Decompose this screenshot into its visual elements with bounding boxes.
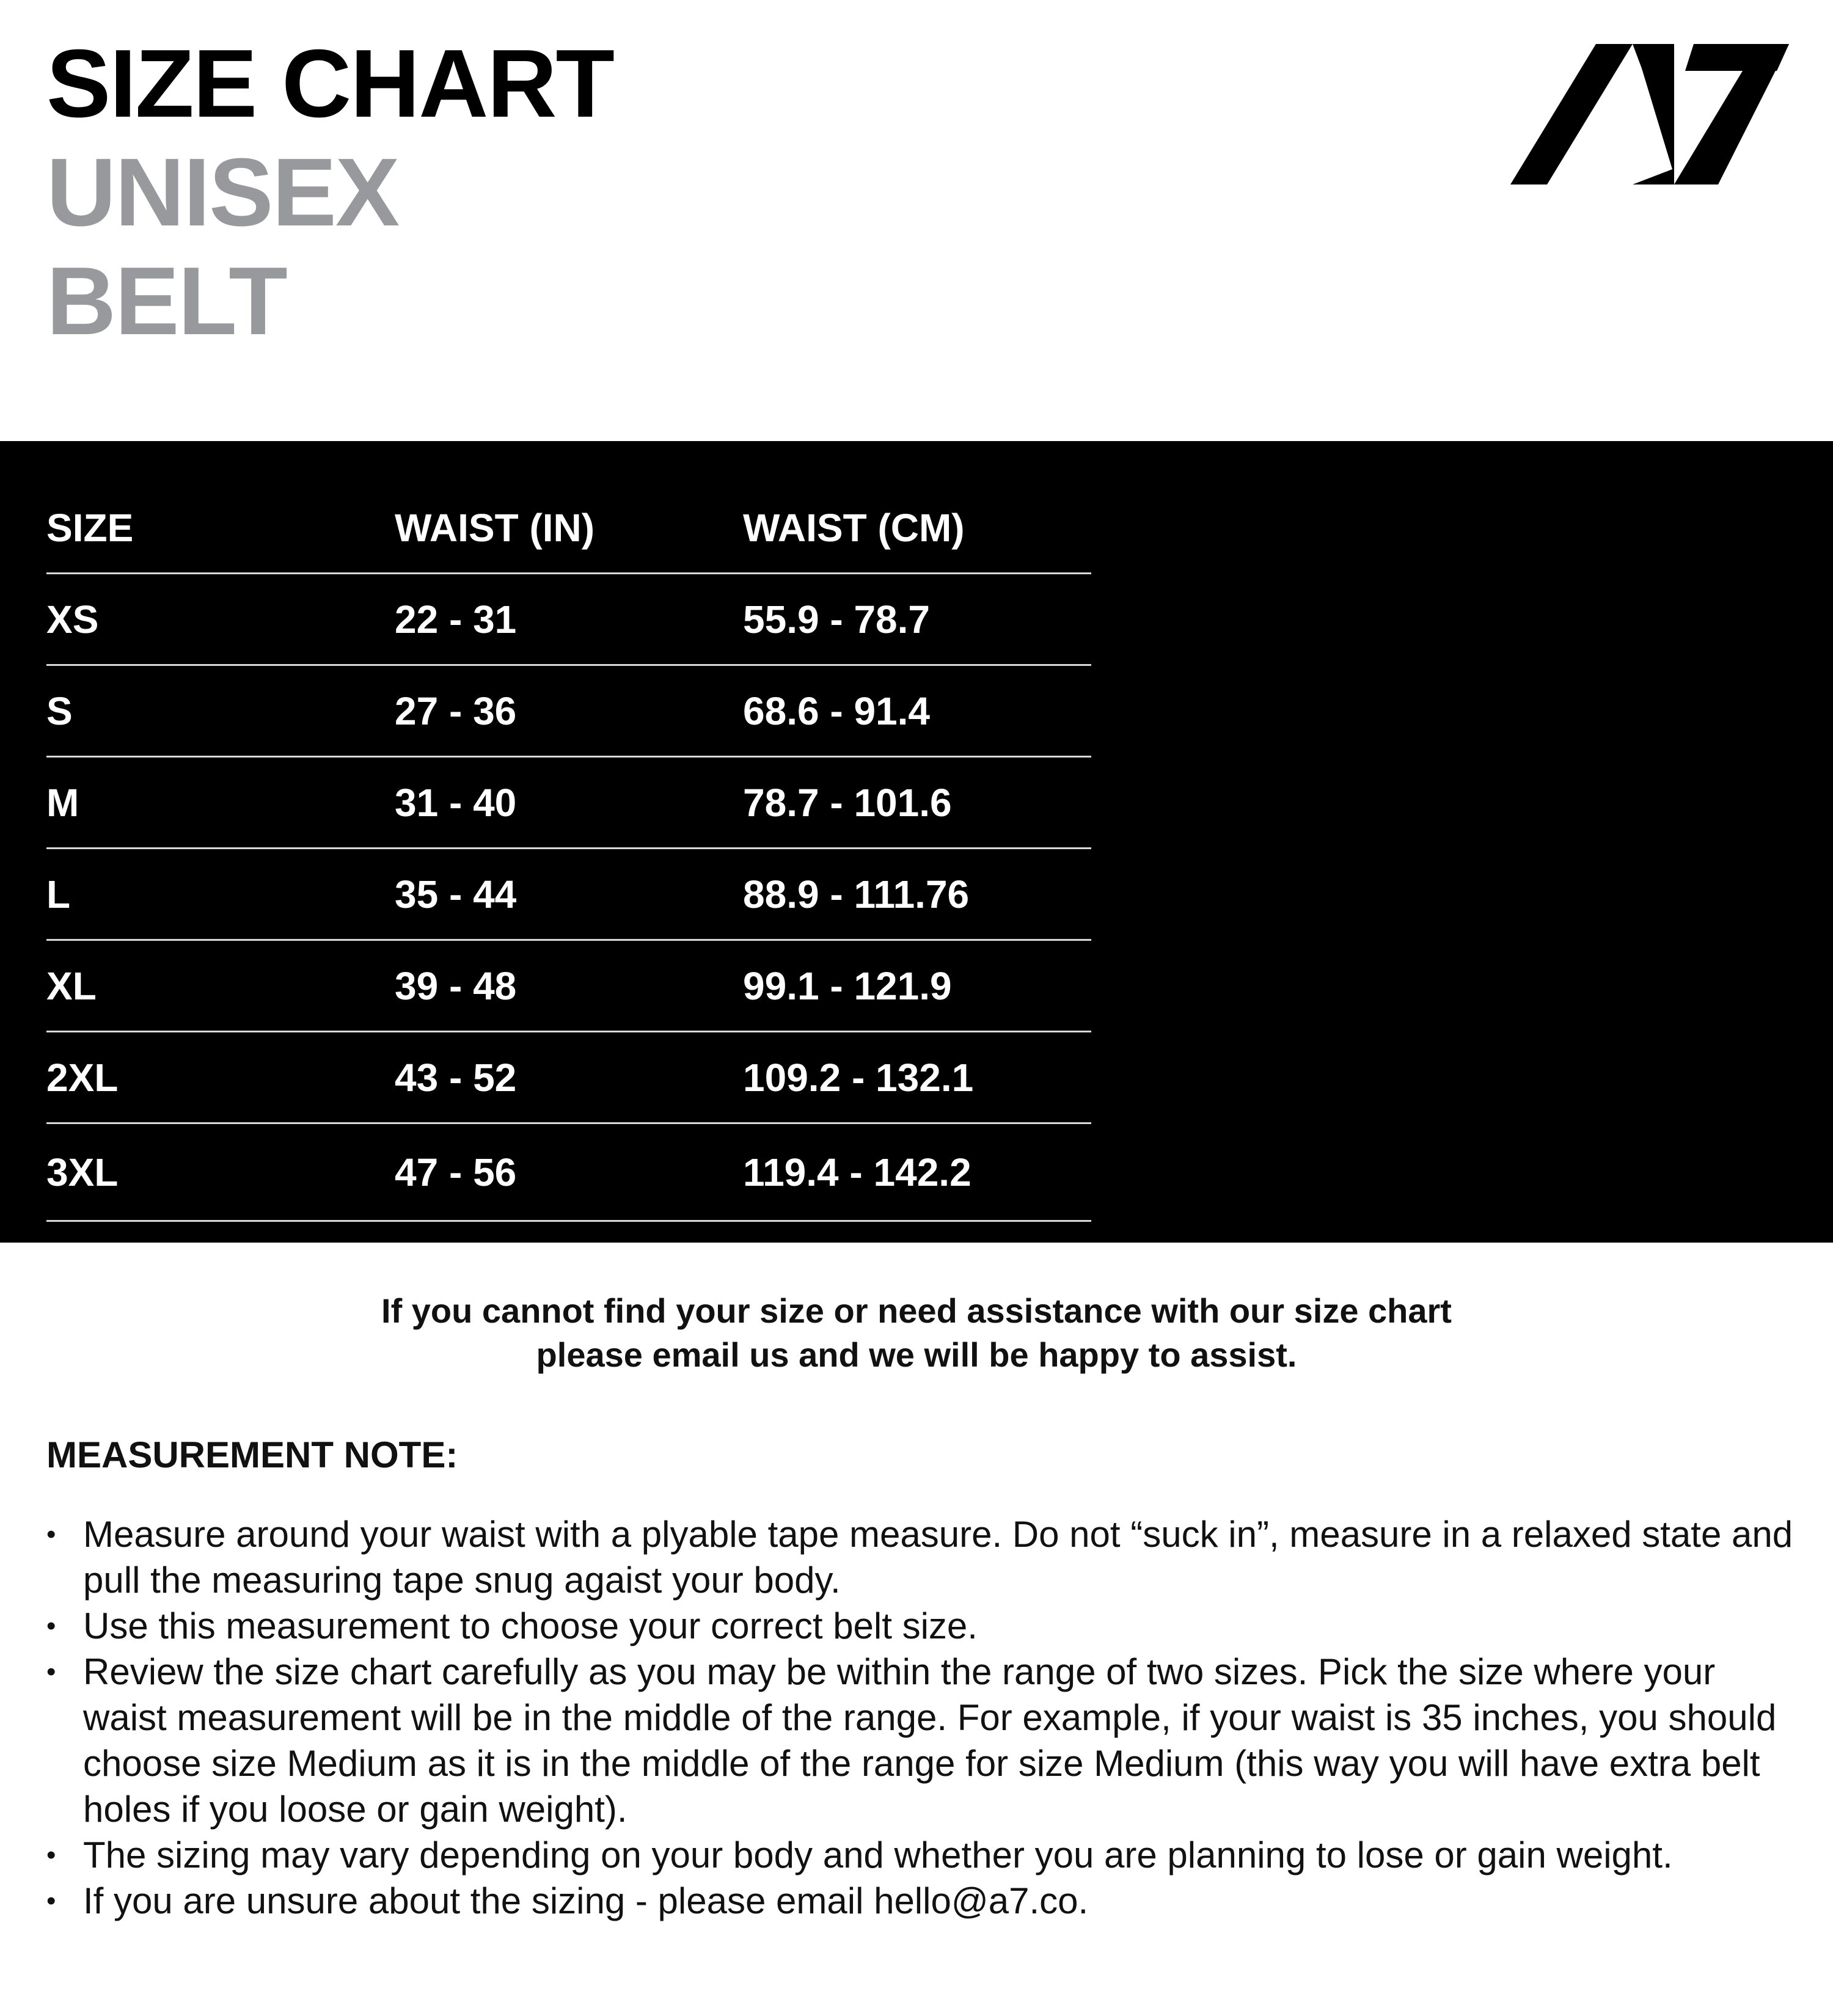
list-item xyxy=(46,1511,1794,1603)
note-text: The sizing may vary depending on your body and whether you are planning to lose or gain weight. xyxy=(83,1835,1673,1875)
note-text: If you are unsure about the sizing - please email hello@a7.co. xyxy=(83,1880,1089,1921)
column-header-size: SIZE xyxy=(46,505,134,550)
size-cell: 3XL xyxy=(46,1150,119,1194)
table-row xyxy=(46,1032,1091,1124)
list-item xyxy=(46,1603,1794,1649)
waist-cm-cell: 55.9 - 78.7 xyxy=(743,597,930,641)
size-cell: L xyxy=(46,872,71,916)
waist-cm-cell: 119.4 - 142.2 xyxy=(743,1150,971,1194)
waist-in-cell: 47 - 56 xyxy=(395,1150,517,1194)
table-row xyxy=(46,666,1091,758)
assist-message-line1: If you cannot find your size or need assistance with our size chart xyxy=(381,1291,1452,1330)
note-text: Use this measurement to choose your correct belt size. xyxy=(83,1605,978,1646)
logo-left-stroke xyxy=(1510,44,1633,184)
size-cell: M xyxy=(46,780,79,825)
subtitle-belt: BELT xyxy=(46,247,287,355)
waist-cm-cell: 109.2 - 132.1 xyxy=(743,1055,974,1100)
waist-cm-cell: 78.7 - 101.6 xyxy=(743,780,952,825)
waist-cm-cell: 88.9 - 111.76 xyxy=(743,872,970,916)
table-row xyxy=(46,574,1091,666)
size-cell: S xyxy=(46,688,73,733)
table-row xyxy=(46,1124,1091,1222)
waist-in-cell: 27 - 36 xyxy=(395,688,517,733)
waist-cm-cell: 68.6 - 91.4 xyxy=(743,688,930,733)
column-header-waist-in: WAIST (IN) xyxy=(395,505,595,550)
waist-in-cell: 43 - 52 xyxy=(395,1055,517,1100)
waist-in-cell: 31 - 40 xyxy=(395,780,517,825)
size-table-panel xyxy=(0,441,1833,1243)
table-row xyxy=(46,849,1091,941)
waist-in-cell: 22 - 31 xyxy=(395,597,517,641)
bullet-icon: • xyxy=(46,1611,56,1641)
note-text: Measure around your waist with a plyable tape measure. Do not “suck in”, measure in a relaxed state and pull the measuring tape snug agaist your body. xyxy=(83,1514,1793,1601)
page-title: SIZE CHART xyxy=(46,30,613,137)
bullet-icon: • xyxy=(46,1840,56,1870)
measurement-note-list xyxy=(46,1511,1794,1924)
size-table xyxy=(46,483,1091,1222)
logo-middle-wedge xyxy=(1633,44,1674,184)
table-header-row xyxy=(46,483,1091,574)
size-cell: 2XL xyxy=(46,1055,119,1100)
size-cell: XL xyxy=(46,963,97,1008)
list-item xyxy=(46,1832,1794,1878)
table-row xyxy=(46,941,1091,1032)
waist-in-cell: 39 - 48 xyxy=(395,963,517,1008)
bullet-icon: • xyxy=(46,1886,56,1916)
page-header xyxy=(46,29,902,356)
a7-logo-icon xyxy=(1510,44,1789,184)
assist-message xyxy=(0,1289,1833,1377)
bullet-icon: • xyxy=(46,1657,56,1687)
assist-message-line2: please email us and we will be happy to assist. xyxy=(536,1335,1297,1374)
list-item xyxy=(46,1878,1794,1924)
list-item xyxy=(46,1649,1794,1832)
column-header-waist-cm: WAIST (CM) xyxy=(743,505,965,550)
table-row xyxy=(46,758,1091,849)
bullet-icon: • xyxy=(46,1519,56,1549)
waist-cm-cell: 99.1 - 121.9 xyxy=(743,963,952,1008)
waist-in-cell: 35 - 44 xyxy=(395,872,517,916)
note-text: Review the size chart carefully as you may be within the range of two sizes. Pick the size where your waist measurement will be in the middle of the range. For example, if your waist is 35 inches, you should choose size Medium as it is in the middle of the range for size Medium (this way you will have extra belt holes if you loose or gain weight). xyxy=(83,1651,1777,1830)
subtitle-unisex: UNISEX xyxy=(46,139,399,246)
measurement-note-heading: MEASUREMENT NOTE: xyxy=(46,1434,458,1475)
size-cell: XS xyxy=(46,597,99,641)
